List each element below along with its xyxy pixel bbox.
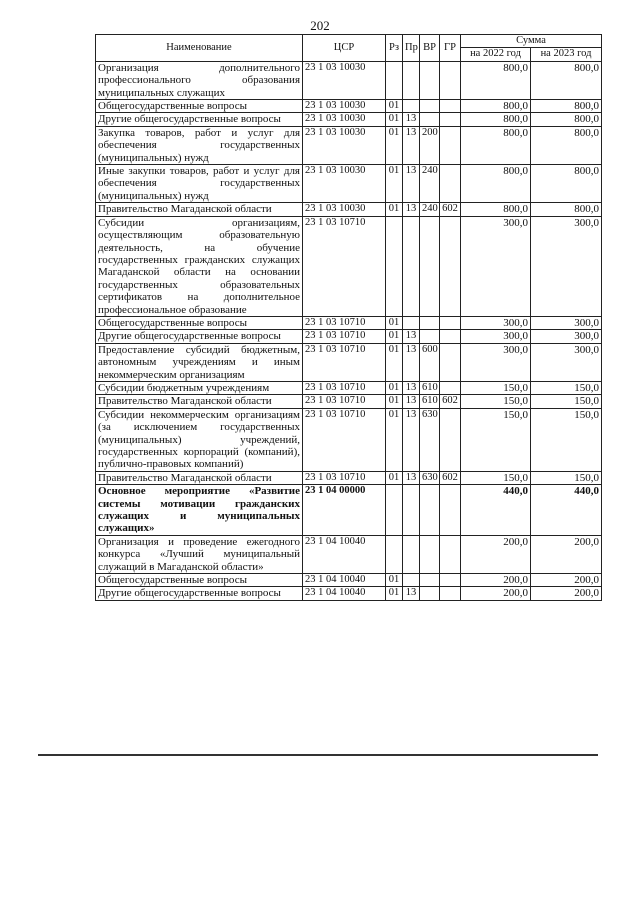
cell-sum-2023: 150,0 <box>531 408 602 471</box>
cell-vr <box>420 330 440 343</box>
cell-sum-2022: 200,0 <box>461 535 531 573</box>
cell-sum-2023: 800,0 <box>531 165 602 203</box>
cell-sum-2022: 150,0 <box>461 381 531 394</box>
table-row <box>96 485 602 536</box>
cell-gr: 602 <box>440 471 461 484</box>
cell-sum-2023: 200,0 <box>531 535 602 573</box>
cell-vr <box>420 535 440 573</box>
cell-vr: 240 <box>420 203 440 216</box>
cell-vr: 610 <box>420 395 440 408</box>
cell-rz: 01 <box>386 381 403 394</box>
cell-name: Иные закупки товаров, работ и услуг для обеспечения государственных (муниципальных) нужд <box>96 165 303 203</box>
cell-gr <box>440 587 461 600</box>
cell-rz <box>386 485 403 536</box>
header-vr: ВР <box>420 35 440 62</box>
cell-gr <box>440 330 461 343</box>
cell-csr: 23 1 03 10710 <box>303 471 386 484</box>
cell-vr <box>420 100 440 113</box>
cell-sum-2023: 800,0 <box>531 203 602 216</box>
cell-vr: 610 <box>420 381 440 394</box>
cell-name: Общегосударственные вопросы <box>96 100 303 113</box>
cell-csr: 23 1 04 10040 <box>303 574 386 587</box>
cell-pr <box>403 574 420 587</box>
cell-vr: 200 <box>420 126 440 164</box>
cell-sum-2022: 440,0 <box>461 485 531 536</box>
cell-sum-2023: 200,0 <box>531 574 602 587</box>
cell-rz: 01 <box>386 408 403 471</box>
cell-sum-2022: 150,0 <box>461 471 531 484</box>
cell-pr <box>403 61 420 99</box>
cell-sum-2022: 800,0 <box>461 203 531 216</box>
cell-name: Организация дополнительного профессионального образования муниципальных служащих <box>96 61 303 99</box>
table-row <box>96 203 602 216</box>
cell-pr: 13 <box>403 587 420 600</box>
cell-name: Субсидии организациям, осуществляющим образовательную деятельность, на обучение государственных гражданских служащих Магаданской области на основании государственных образовательных сертификатов на дополнительное профессиональное образование <box>96 216 303 316</box>
cell-vr <box>420 216 440 316</box>
cell-sum-2023: 150,0 <box>531 395 602 408</box>
cell-sum-2023: 200,0 <box>531 587 602 600</box>
header-csr: ЦСР <box>303 35 386 62</box>
cell-rz: 01 <box>386 113 403 126</box>
cell-vr <box>420 587 440 600</box>
cell-sum-2022: 300,0 <box>461 343 531 381</box>
cell-csr: 23 1 03 10710 <box>303 316 386 329</box>
cell-sum-2022: 800,0 <box>461 113 531 126</box>
table-row <box>96 587 602 600</box>
cell-sum-2022: 150,0 <box>461 395 531 408</box>
table-row <box>96 471 602 484</box>
footer-divider <box>38 754 598 756</box>
budget-table <box>95 34 602 601</box>
cell-rz: 01 <box>386 587 403 600</box>
cell-gr <box>440 485 461 536</box>
header-year-2023: на 2023 год <box>531 48 602 61</box>
cell-gr <box>440 165 461 203</box>
cell-name: Общегосударственные вопросы <box>96 574 303 587</box>
cell-pr: 13 <box>403 165 420 203</box>
cell-csr: 23 1 03 10710 <box>303 330 386 343</box>
page-number: 202 <box>310 18 330 33</box>
cell-csr: 23 1 04 10040 <box>303 587 386 600</box>
cell-pr: 13 <box>403 330 420 343</box>
cell-csr: 23 1 03 10710 <box>303 343 386 381</box>
cell-csr: 23 1 03 10030 <box>303 126 386 164</box>
cell-sum-2022: 300,0 <box>461 316 531 329</box>
cell-csr: 23 1 03 10030 <box>303 100 386 113</box>
table-row <box>96 113 602 126</box>
cell-rz: 01 <box>386 574 403 587</box>
table-row <box>96 216 602 316</box>
cell-sum-2022: 300,0 <box>461 216 531 316</box>
cell-csr: 23 1 03 10030 <box>303 203 386 216</box>
cell-sum-2022: 800,0 <box>461 165 531 203</box>
cell-sum-2022: 150,0 <box>461 408 531 471</box>
cell-pr: 13 <box>403 126 420 164</box>
cell-gr: 602 <box>440 395 461 408</box>
cell-csr: 23 1 04 10040 <box>303 535 386 573</box>
cell-sum-2023: 800,0 <box>531 61 602 99</box>
header-name: Наименование <box>96 35 303 62</box>
cell-name: Предоставление субсидий бюджетным, автономным учреждениям и иным некоммерческим организациям <box>96 343 303 381</box>
cell-pr: 13 <box>403 471 420 484</box>
cell-rz <box>386 61 403 99</box>
cell-csr: 23 1 03 10710 <box>303 408 386 471</box>
cell-name: Основное мероприятие «Развитие системы мотивации гражданских служащих и муниципальных служащих» <box>96 485 303 536</box>
cell-sum-2023: 300,0 <box>531 316 602 329</box>
cell-vr <box>420 113 440 126</box>
cell-sum-2023: 800,0 <box>531 113 602 126</box>
cell-sum-2023: 150,0 <box>531 381 602 394</box>
table-row <box>96 574 602 587</box>
cell-rz: 01 <box>386 316 403 329</box>
table-row <box>96 535 602 573</box>
cell-sum-2023: 300,0 <box>531 330 602 343</box>
cell-vr: 630 <box>420 408 440 471</box>
cell-vr: 600 <box>420 343 440 381</box>
cell-gr <box>440 113 461 126</box>
cell-gr <box>440 535 461 573</box>
cell-sum-2023: 300,0 <box>531 343 602 381</box>
cell-pr <box>403 485 420 536</box>
cell-rz: 01 <box>386 203 403 216</box>
cell-sum-2022: 800,0 <box>461 126 531 164</box>
cell-sum-2022: 300,0 <box>461 330 531 343</box>
cell-gr: 602 <box>440 203 461 216</box>
table-row <box>96 61 602 99</box>
cell-gr <box>440 216 461 316</box>
cell-name: Другие общегосударственные вопросы <box>96 113 303 126</box>
cell-sum-2023: 150,0 <box>531 471 602 484</box>
cell-gr <box>440 100 461 113</box>
cell-pr <box>403 316 420 329</box>
cell-sum-2023: 440,0 <box>531 485 602 536</box>
cell-name: Субсидии некоммерческим организациям (за исключением государственных (муниципальных) учреждений, государственных корпораций (компаний), публично-правовых компаний) <box>96 408 303 471</box>
header-gr: ГР <box>440 35 461 62</box>
cell-vr <box>420 61 440 99</box>
cell-rz: 01 <box>386 165 403 203</box>
table-row <box>96 408 602 471</box>
cell-name: Субсидии бюджетным учреждениям <box>96 381 303 394</box>
cell-sum-2022: 800,0 <box>461 61 531 99</box>
cell-name: Правительство Магаданской области <box>96 471 303 484</box>
cell-pr <box>403 216 420 316</box>
header-pr: Пр <box>403 35 420 62</box>
cell-rz: 01 <box>386 471 403 484</box>
table-row <box>96 316 602 329</box>
cell-name: Организация и проведение ежегодного конкурса «Лучший муниципальный служащий в Магаданской области» <box>96 535 303 573</box>
cell-pr: 13 <box>403 381 420 394</box>
cell-gr <box>440 408 461 471</box>
table-row <box>96 126 602 164</box>
cell-rz: 01 <box>386 126 403 164</box>
cell-vr <box>420 574 440 587</box>
cell-vr: 240 <box>420 165 440 203</box>
cell-gr <box>440 343 461 381</box>
cell-csr: 23 1 03 10030 <box>303 165 386 203</box>
cell-csr: 23 1 03 10710 <box>303 216 386 316</box>
header-rz: Рз <box>386 35 403 62</box>
cell-vr: 630 <box>420 471 440 484</box>
cell-pr: 13 <box>403 113 420 126</box>
cell-gr <box>440 574 461 587</box>
cell-name: Другие общегосударственные вопросы <box>96 587 303 600</box>
cell-sum-2023: 800,0 <box>531 100 602 113</box>
cell-rz: 01 <box>386 100 403 113</box>
cell-pr <box>403 100 420 113</box>
cell-sum-2023: 800,0 <box>531 126 602 164</box>
cell-csr: 23 1 03 10710 <box>303 395 386 408</box>
cell-csr: 23 1 03 10030 <box>303 61 386 99</box>
cell-csr: 23 1 03 10710 <box>303 381 386 394</box>
table-body <box>96 61 602 600</box>
cell-pr <box>403 535 420 573</box>
cell-pr: 13 <box>403 395 420 408</box>
table-row <box>96 100 602 113</box>
cell-pr: 13 <box>403 203 420 216</box>
cell-name: Правительство Магаданской области <box>96 395 303 408</box>
cell-csr: 23 1 03 10030 <box>303 113 386 126</box>
cell-name: Другие общегосударственные вопросы <box>96 330 303 343</box>
cell-rz <box>386 216 403 316</box>
cell-pr: 13 <box>403 343 420 381</box>
cell-gr <box>440 126 461 164</box>
cell-name: Закупка товаров, работ и услуг для обеспечения государственных (муниципальных) нужд <box>96 126 303 164</box>
header-year-2022: на 2022 год <box>461 48 531 61</box>
cell-sum-2022: 800,0 <box>461 100 531 113</box>
table-row <box>96 330 602 343</box>
cell-rz: 01 <box>386 343 403 381</box>
cell-csr: 23 1 04 00000 <box>303 485 386 536</box>
cell-gr <box>440 61 461 99</box>
cell-name: Правительство Магаданской области <box>96 203 303 216</box>
cell-rz <box>386 535 403 573</box>
header-sum: Сумма <box>461 35 602 48</box>
table-row <box>96 395 602 408</box>
cell-sum-2022: 200,0 <box>461 574 531 587</box>
table-row <box>96 381 602 394</box>
table-row <box>96 165 602 203</box>
cell-vr <box>420 316 440 329</box>
cell-name: Общегосударственные вопросы <box>96 316 303 329</box>
cell-sum-2023: 300,0 <box>531 216 602 316</box>
cell-vr <box>420 485 440 536</box>
table-row <box>96 343 602 381</box>
cell-gr <box>440 316 461 329</box>
cell-gr <box>440 381 461 394</box>
cell-rz: 01 <box>386 330 403 343</box>
cell-sum-2022: 200,0 <box>461 587 531 600</box>
cell-rz: 01 <box>386 395 403 408</box>
cell-pr: 13 <box>403 408 420 471</box>
